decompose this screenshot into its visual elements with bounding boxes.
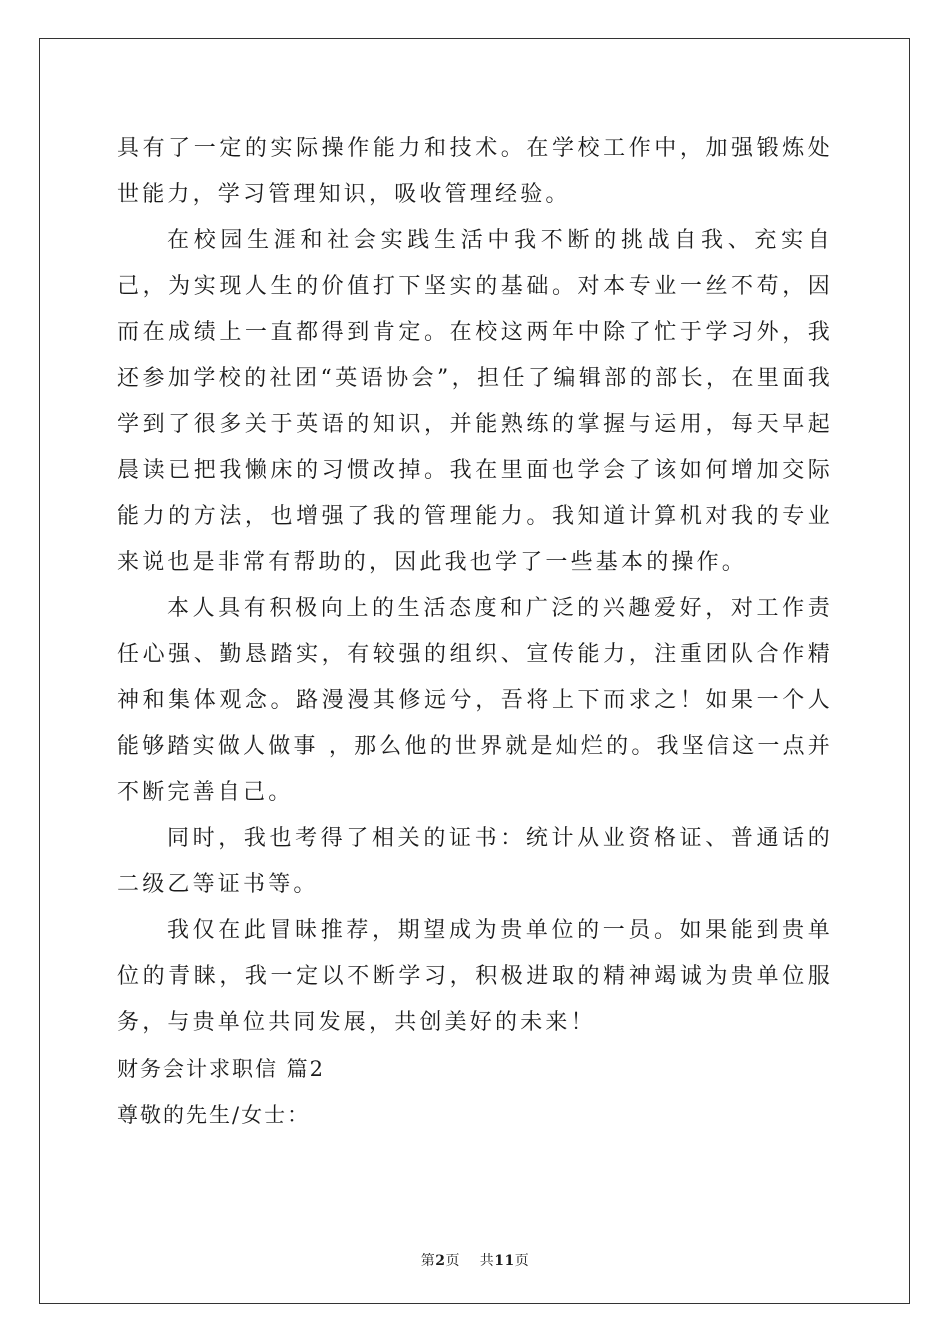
total-prefix: 共 [479, 1253, 495, 1269]
paragraph-closing: 我仅在此冒昧推荐，期望成为贵单位的一员。如果能到贵单位的青睐，我一定以不断学习，积极进取的精神竭诚为贵单位服务，与贵单位共同发展，共创美好的未来！ [117, 918, 833, 1035]
page-suffix: 页 [445, 1253, 460, 1269]
total-pages: 11 [494, 1253, 515, 1269]
paragraph-personal-traits: 本人具有积极向上的生活态度和广泛的兴趣爱好，对工作责任心强、勤恳踏实，有较强的组织、宣传能力，注重团队合作精神和集体观念。路漫漫其修远兮，吾将上下而求之！如果一个人能够踏实做人做事 ，那么他的世界就是灿烂的。我坚信这一点并不断完善自己。 [117, 596, 833, 805]
total-suffix: 页 [514, 1253, 530, 1269]
page-footer [0, 1250, 950, 1270]
page-prefix: 第 [420, 1253, 436, 1269]
section-title: 财务会计求职信 篇2 [117, 1057, 326, 1081]
page-number: 2 [435, 1253, 446, 1269]
paragraph-campus-life: 在校园生涯和社会实践生活中我不断的挑战自我、充实自己，为实现人生的价值打下坚实的基础。对本专业一丝不苟，因而在成绩上一直都得到肯定。在校这两年中除了忙于学习外，我还参加学校的社团“英语协会”，担任了编辑部的部长，在里面我学到了很多关于英语的知识，并能熟练的掌握与运用，每天早起晨读已把我懒床的习惯改掉。我在里面也学会了该如何增加交际能力的方法，也增强了我的管理能力。我知道计算机对我的专业来说也是非常有帮助的，因此我也学了一些基本的操作。 [117, 228, 833, 575]
paragraph-continued: 具有了一定的实际操作能力和技术。在学校工作中，加强锻炼处世能力，学习管理知识，吸收管理经验。 [117, 136, 833, 207]
paragraph-certificates: 同时，我也考得了相关的证书：统计从业资格证、普通话的二级乙等证书等。 [117, 826, 833, 897]
document-body [117, 126, 833, 1138]
salutation: 尊敬的先生/女士： [117, 1103, 311, 1127]
